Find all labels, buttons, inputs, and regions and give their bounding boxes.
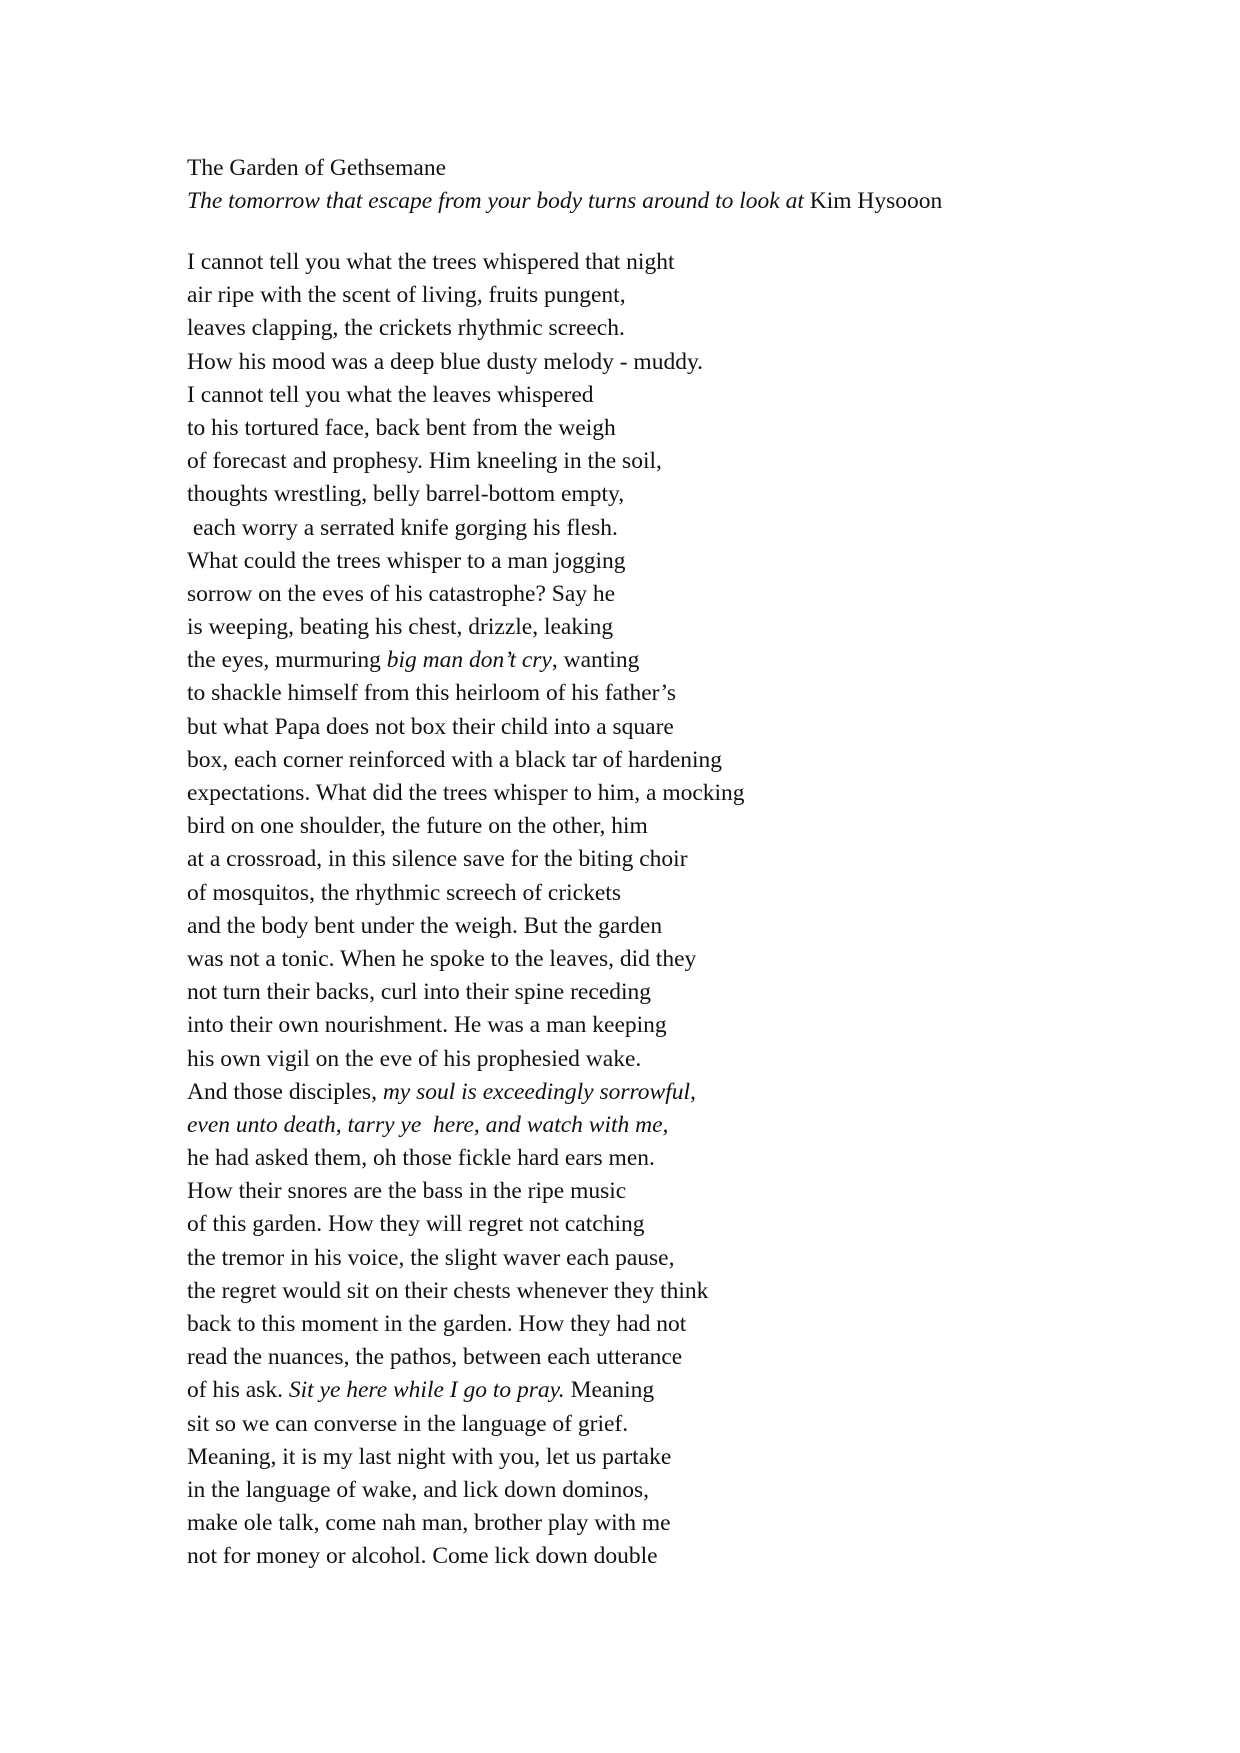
poem-line <box>187 1109 1087 1142</box>
poem-line-segment: And those disciples, <box>187 1078 383 1105</box>
poem-line-segment: is weeping, beating his chest, drizzle, leaking <box>187 614 614 641</box>
poem-line <box>187 1076 1087 1109</box>
poem-line <box>187 1208 1087 1241</box>
poem-line-segment: I cannot tell you what the leaves whispered <box>187 381 594 408</box>
stanza-gap <box>187 218 1087 246</box>
epigraph <box>187 185 1087 218</box>
poem-line <box>187 843 1087 876</box>
poem-line <box>187 1175 1087 1208</box>
poem-line-segment: expectations. What did the trees whisper to him, a mocking <box>187 780 745 806</box>
poem-line-segment: in the language of wake, and lick down dominos, <box>187 1476 650 1503</box>
poem-line-segment: sorrow on the eves of his catastrophe? Say he <box>187 580 616 607</box>
poem-line-segment: he had asked them, oh those fickle hard ears men. <box>187 1145 655 1172</box>
poem-line <box>187 1408 1087 1441</box>
poem-line <box>187 877 1087 910</box>
poem-line <box>187 810 1087 843</box>
poem-line-segment: I cannot tell you what the trees whispered that night <box>187 249 675 275</box>
poem-line <box>187 445 1087 478</box>
poem-line-segment: of forecast and prophesy. Him kneeling in the soil, <box>187 448 662 475</box>
poem-line <box>187 1308 1087 1341</box>
poem-body <box>187 246 1087 1574</box>
poem-line <box>187 1142 1087 1175</box>
poem-line-segment: at a crossroad, in this silence save for the biting choir <box>187 846 688 873</box>
poem-line <box>187 677 1087 710</box>
poem-line-italic-segment: Sit ye here while I go to pray. <box>288 1377 565 1404</box>
poem-line-segment: Meaning <box>564 1377 655 1404</box>
poem-line <box>187 1474 1087 1507</box>
poem-line <box>187 246 1087 279</box>
poem-line <box>187 1441 1087 1474</box>
poem-line <box>187 512 1087 545</box>
poem-line-segment: and the body bent under the weigh. But the garden <box>187 912 663 939</box>
poem-line <box>187 1374 1087 1407</box>
poem-line-segment: his own vigil on the eve of his prophesied wake. <box>187 1045 642 1072</box>
poem-line <box>187 644 1087 677</box>
poem-line <box>187 1540 1087 1573</box>
epigraph-author: Kim Hysooon <box>809 188 943 214</box>
poem-line-segment: thoughts wrestling, belly barrel-bottom empty, <box>187 481 625 508</box>
poem-line-segment: make ole talk, come nah man, brother play with me <box>187 1510 671 1537</box>
poem-line <box>187 478 1087 511</box>
poem-line-segment: of mosquitos, the rhythmic screech of crickets <box>187 879 621 906</box>
poem-line-segment: into their own nourishment. He was a man keeping <box>187 1012 667 1039</box>
poem-line <box>187 379 1087 412</box>
poem-line-segment: each worry a serrated knife gorging his flesh. <box>187 514 618 541</box>
poem-line <box>187 412 1087 445</box>
poem-line-segment: leaves clapping, the crickets rhythmic screech. <box>187 315 625 342</box>
poem-line-segment: not turn their backs, curl into their spine receding <box>187 979 651 1006</box>
poem-line-segment: air ripe with the scent of living, fruits pungent, <box>187 282 626 309</box>
poem-title: The Garden of Gethsemane <box>187 155 447 181</box>
poem <box>187 152 1087 1574</box>
poem-line-segment: read the nuances, the pathos, between each utterance <box>187 1344 683 1371</box>
poem-line-segment: What could the trees whisper to a man jogging <box>187 547 626 574</box>
poem-line-segment: of this garden. How they will regret not catching <box>187 1211 645 1238</box>
poem-line <box>187 1242 1087 1275</box>
poem-line-segment: of his ask. <box>187 1377 289 1404</box>
poem-line-segment: to shackle himself from this heirloom of his father’s <box>187 680 677 707</box>
poem-line <box>187 1009 1087 1042</box>
poem-line <box>187 777 1087 810</box>
poem-line-segment: back to this moment in the garden. How they had not <box>187 1311 687 1337</box>
poem-line-segment: the regret would sit on their chests whenever they think <box>187 1277 709 1304</box>
poem-line-italic-segment: big man don’t cry <box>386 647 552 674</box>
poem-line-segment: How his mood was a deep blue dusty melody - muddy. <box>187 348 704 375</box>
epigraph-text: The tomorrow that escape from your body turns around to look at <box>187 188 804 214</box>
poem-line <box>187 312 1087 345</box>
poem-line <box>187 279 1087 312</box>
poem-line <box>187 611 1087 644</box>
poem-line-italic-segment: my soul is exceedingly sorrowful, <box>382 1078 696 1105</box>
poem-line-segment: the eyes, murmuring <box>187 647 387 674</box>
poem-line <box>187 976 1087 1009</box>
poem-line-segment: not for money or alcohol. Come lick down double <box>187 1543 658 1570</box>
poem-line-segment: was not a tonic. When he spoke to the leaves, did they <box>187 945 697 972</box>
poem-line <box>187 1341 1087 1374</box>
poem-line <box>187 943 1087 976</box>
poem-line-segment: sit so we can converse in the language of grief. <box>187 1410 629 1437</box>
poem-line <box>187 346 1087 379</box>
poem-line-segment: but what Papa does not box their child into a square <box>187 713 674 740</box>
poem-line <box>187 910 1087 943</box>
poem-line <box>187 545 1087 578</box>
poem-line <box>187 711 1087 744</box>
poem-line-segment: bird on one shoulder, the future on the other, him <box>187 813 648 840</box>
poem-line-segment: How their snores are the bass in the ripe music <box>187 1178 627 1205</box>
poem-line-segment: box, each corner reinforced with a black tar of hardening <box>187 746 723 773</box>
poem-line-italic-segment: even unto death, tarry ye here, and watch with me, <box>187 1111 669 1138</box>
poem-line-segment: , wanting <box>551 647 640 674</box>
poem-line <box>187 1507 1087 1540</box>
poem-line <box>187 578 1087 611</box>
poem-line-segment: the tremor in his voice, the slight waver each pause, <box>187 1244 675 1271</box>
poem-line <box>187 1043 1087 1076</box>
poem-line <box>187 1275 1087 1308</box>
poem-line-segment: to his tortured face, back bent from the weigh <box>187 414 616 441</box>
poem-line-segment: Meaning, it is my last night with you, let us partake <box>187 1443 672 1470</box>
poem-line <box>187 744 1087 777</box>
